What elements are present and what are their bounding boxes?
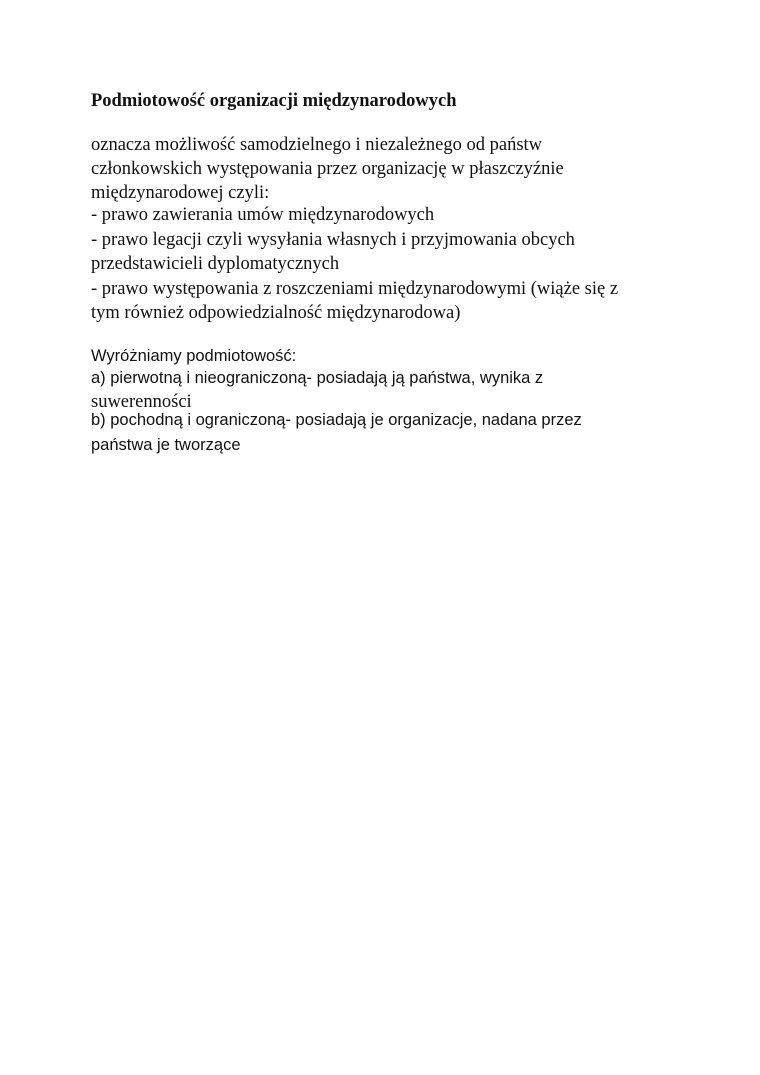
right-item-treaties (91, 203, 651, 227)
types-heading: Wyróżniamy podmiotowość: (91, 347, 297, 365)
type-b-line: państwa je tworzące (91, 436, 241, 454)
type-b-item (91, 408, 651, 459)
type-a-line: suwerenności (91, 392, 192, 412)
intro-paragraph (91, 133, 651, 205)
type-a-item (91, 366, 651, 414)
intro-line: międzynarodowej czyli: (91, 183, 270, 203)
right-item-claims (91, 277, 651, 325)
intro-line: oznacza możliwość samodzielnego i niezależnego od państw (91, 135, 543, 155)
right-item-legation (91, 228, 651, 276)
right-item-line: przedstawicieli dyplomatycznych (91, 254, 340, 274)
right-item-line: tym również odpowiedzialność międzynarodowa) (91, 303, 461, 323)
type-a-line: a) pierwotną i nieograniczoną- posiadają ją państwa, wynika z (91, 369, 544, 387)
type-b-line: b) pochodną i ograniczoną- posiadają je organizacje, nadana przez (91, 411, 582, 429)
right-item-line: - prawo legacji czyli wysyłania własnych i przyjmowania obcych (91, 230, 575, 250)
intro-line: członkowskich występowania przez organizację w płaszczyźnie (91, 159, 564, 179)
right-item-line: - prawo występowania z roszczeniami międzynarodowymi (wiąże się z (91, 279, 619, 299)
right-item-line: - prawo zawierania umów międzynarodowych (91, 205, 435, 225)
document-title: Podmiotowość organizacji międzynarodowych (91, 91, 457, 111)
